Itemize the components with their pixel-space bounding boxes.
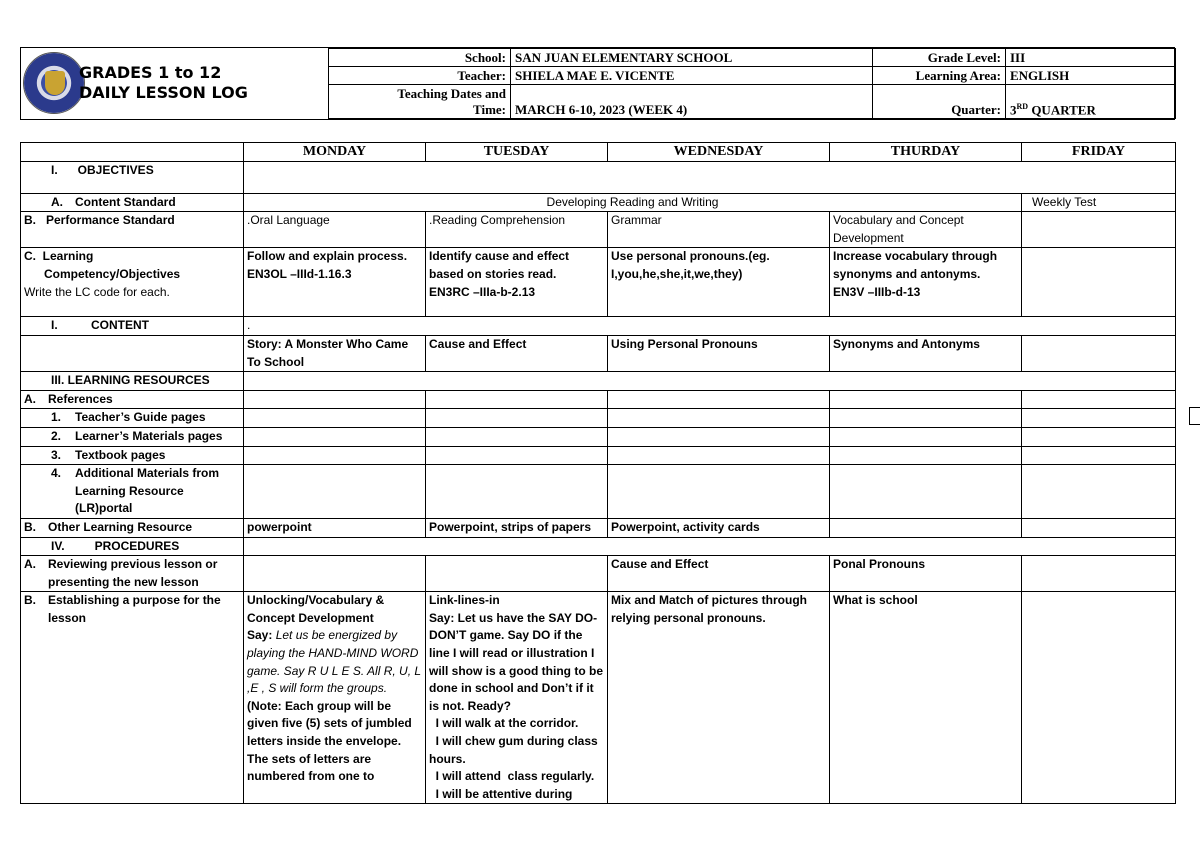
dates-label bbox=[329, 85, 511, 119]
ref-text: Additional Materials from Learning Resource (LR)portal bbox=[75, 466, 220, 516]
title-line-2: DAILY LESSON LOG bbox=[79, 83, 248, 102]
header-info-table bbox=[328, 48, 1176, 119]
ref-number: 4. bbox=[51, 466, 62, 481]
ref-number: 3. bbox=[51, 447, 62, 462]
references-label bbox=[21, 390, 244, 409]
performance-thursday: Vocabulary and Concept Development bbox=[830, 212, 1022, 248]
ref-cell bbox=[1022, 390, 1176, 409]
competency-code: EN3RC –IIIa-b-2.13 bbox=[429, 284, 536, 299]
area-value: ENGLISH bbox=[1006, 67, 1176, 85]
review-wednesday: Cause and Effect bbox=[608, 556, 830, 592]
references-text: References bbox=[48, 391, 113, 406]
competency-text: Use personal pronouns.(eg. I,you,he,she,it,we,they) bbox=[611, 249, 770, 281]
purpose-tuesday-heading: Link-lines-in bbox=[429, 593, 500, 608]
performance-monday: .Oral Language bbox=[244, 212, 426, 248]
title-line-1: GRADES 1 to 12 bbox=[79, 63, 222, 82]
purpose-wednesday: Mix and Match of pictures through relying personal pronouns. bbox=[608, 592, 830, 804]
ref-text: Teacher’s Guide pages bbox=[75, 410, 206, 425]
ref-cell bbox=[1022, 409, 1176, 428]
textbook-pages-label bbox=[21, 446, 244, 465]
purpose-tuesday bbox=[426, 592, 608, 804]
competency-text: Increase vocabulary through synonyms and antonyms. bbox=[833, 249, 998, 281]
purpose-letter: B. bbox=[24, 593, 36, 608]
review-text: Reviewing previous lesson or presenting the new lesson bbox=[48, 557, 218, 589]
day-header-friday: FRIDAY bbox=[1022, 143, 1176, 162]
content-standard-value: Developing Reading and Writing bbox=[244, 193, 1022, 212]
purpose-tuesday-line: I will attend class regularly. bbox=[429, 769, 595, 784]
ref-cell bbox=[830, 446, 1022, 465]
review-thursday: Ponal Pronouns bbox=[830, 556, 1022, 592]
teachers-guide-label bbox=[21, 409, 244, 428]
performance-tuesday: .Reading Comprehension bbox=[426, 212, 608, 248]
purpose-monday-instructions: Let us be energized by playing the HAND-MIND WORD game. Say R U L E S. All R, U, L ,E , S will form the groups. bbox=[247, 628, 421, 696]
purpose-monday-say: Say: bbox=[247, 628, 276, 643]
content-standard-letter: A. bbox=[51, 194, 63, 209]
objectives-heading: I. OBJECTIVES bbox=[21, 161, 244, 193]
dates-value: MARCH 6-10, 2023 (WEEK 4) bbox=[511, 85, 873, 119]
purpose-tuesday-line: I will walk at the corridor. bbox=[429, 716, 579, 731]
quarter-text: QUARTER bbox=[1028, 102, 1096, 117]
competency-text: Identify cause and effect based on stories read. bbox=[429, 249, 570, 281]
references-letter: A. bbox=[24, 391, 36, 406]
competency-label-line3: Write the LC code for each. bbox=[24, 284, 170, 299]
competency-wednesday bbox=[608, 248, 830, 317]
objectives-cell bbox=[244, 161, 1176, 193]
purpose-tuesday-line: I will be attentive during bbox=[429, 786, 573, 801]
area-label: Learning Area: bbox=[873, 67, 1006, 85]
ref-cell bbox=[1022, 465, 1176, 519]
content-monday: Story: A Monster Who Came To School bbox=[244, 335, 426, 371]
quarter-suffix: RD bbox=[1016, 101, 1029, 111]
ref-cell bbox=[1022, 427, 1176, 446]
procedures-cell bbox=[244, 537, 1176, 556]
competency-text: Follow and explain process. bbox=[247, 249, 408, 264]
learners-materials-label bbox=[21, 427, 244, 446]
content-thursday: Synonyms and Antonyms bbox=[830, 335, 1022, 371]
teacher-label: Teacher: bbox=[329, 67, 511, 85]
other-resource-text: Other Learning Resource bbox=[48, 519, 193, 534]
other-resource-friday bbox=[1022, 518, 1176, 537]
header-box bbox=[20, 47, 1175, 120]
ref-cell bbox=[426, 446, 608, 465]
performance-wednesday: Grammar bbox=[608, 212, 830, 248]
other-resource-monday: powerpoint bbox=[244, 518, 426, 537]
ref-cell bbox=[830, 427, 1022, 446]
other-resource-wednesday: Powerpoint, activity cards bbox=[608, 518, 830, 537]
purpose-text: Establishing a purpose for the lesson bbox=[48, 593, 221, 625]
ref-cell bbox=[608, 409, 830, 428]
other-resource-letter: B. bbox=[24, 519, 36, 534]
ref-cell bbox=[608, 427, 830, 446]
teacher-value: SHIELA MAE E. VICENTE bbox=[511, 67, 873, 85]
competency-label-line1: C. Learning bbox=[24, 249, 94, 264]
review-friday bbox=[1022, 556, 1176, 592]
content-tuesday: Cause and Effect bbox=[426, 335, 608, 371]
ref-cell bbox=[608, 390, 830, 409]
learning-resources-heading: III. LEARNING RESOURCES bbox=[21, 372, 244, 391]
performance-friday bbox=[1022, 212, 1176, 248]
dates-label-line2: Time: bbox=[473, 102, 506, 117]
competency-friday bbox=[1022, 248, 1176, 317]
purpose-monday-note: (Note: Each group will be given five (5) sets of jumbled letters inside the envelope. The sets of letters are numbered from one to bbox=[247, 698, 412, 784]
school-label: School: bbox=[329, 49, 511, 67]
competency-label bbox=[21, 248, 244, 317]
purpose-label bbox=[21, 592, 244, 804]
content-wednesday: Using Personal Pronouns bbox=[608, 335, 830, 371]
deped-seal-logo bbox=[23, 52, 85, 114]
additional-materials-label bbox=[21, 465, 244, 519]
ref-cell bbox=[1022, 446, 1176, 465]
ref-cell bbox=[830, 465, 1022, 519]
content-standard-label bbox=[21, 193, 244, 212]
ref-text: Learner’s Materials pages bbox=[75, 428, 223, 443]
ref-cell bbox=[426, 409, 608, 428]
day-header-thursday: THURDAY bbox=[830, 143, 1022, 162]
other-resource-thursday bbox=[830, 518, 1022, 537]
purpose-monday-heading: Unlocking/Vocabulary & Concept Development bbox=[247, 593, 385, 625]
purpose-friday bbox=[1022, 592, 1176, 804]
purpose-thursday: What is school bbox=[830, 592, 1022, 804]
document-title bbox=[79, 63, 248, 103]
content-dot-cell: . bbox=[244, 317, 1176, 336]
ref-cell bbox=[244, 390, 426, 409]
purpose-tuesday-line: I will chew gum during class hours. bbox=[429, 734, 602, 766]
content-heading: I. CONTENT bbox=[21, 317, 244, 336]
page-edge-marker bbox=[1189, 407, 1200, 425]
purpose-monday bbox=[244, 592, 426, 804]
ref-number: 1. bbox=[51, 410, 62, 425]
grade-value: III bbox=[1006, 49, 1176, 67]
ref-cell bbox=[608, 446, 830, 465]
lesson-log-table bbox=[20, 142, 1176, 804]
ref-cell bbox=[244, 465, 426, 519]
competency-code: EN3V –IIIb-d-13 bbox=[833, 284, 921, 299]
review-letter: A. bbox=[24, 557, 36, 572]
purpose-tuesday-instructions: Say: Let us have the SAY DO-DON’T game. Say DO if the line I will read or illustration I will show is a good thing to be done in school and Don’t if it is not. Ready? bbox=[429, 610, 603, 713]
grade-label: Grade Level: bbox=[873, 49, 1006, 67]
competency-tuesday bbox=[426, 248, 608, 317]
ref-cell bbox=[608, 465, 830, 519]
review-tuesday bbox=[426, 556, 608, 592]
dates-label-line1: Teaching Dates and bbox=[397, 86, 506, 101]
quarter-number: 3 bbox=[1010, 102, 1017, 117]
quarter-value bbox=[1006, 85, 1176, 119]
day-header-monday: MONDAY bbox=[244, 143, 426, 162]
content-blank-cell bbox=[21, 335, 244, 371]
ref-cell bbox=[426, 427, 608, 446]
competency-code: EN3OL –IIId-1.16.3 bbox=[247, 266, 352, 281]
competency-thursday bbox=[830, 248, 1022, 317]
other-resource-label bbox=[21, 518, 244, 537]
quarter-label: Quarter: bbox=[873, 85, 1006, 119]
competency-label-line2: Competency/Objectives bbox=[44, 266, 181, 281]
school-value: SAN JUAN ELEMENTARY SCHOOL bbox=[511, 49, 873, 67]
competency-monday bbox=[244, 248, 426, 317]
ref-cell bbox=[244, 446, 426, 465]
ref-cell bbox=[244, 427, 426, 446]
review-label bbox=[21, 556, 244, 592]
performance-standard-label: B. Performance Standard bbox=[21, 212, 244, 248]
content-standard-friday: Weekly Test bbox=[1022, 193, 1176, 212]
ref-cell bbox=[244, 409, 426, 428]
day-header-wednesday: WEDNESDAY bbox=[608, 143, 830, 162]
ref-cell bbox=[830, 409, 1022, 428]
learning-resources-cell bbox=[244, 372, 1176, 391]
ref-text: Textbook pages bbox=[75, 447, 166, 462]
ref-cell bbox=[426, 465, 608, 519]
ref-number: 2. bbox=[51, 428, 62, 443]
corner-cell bbox=[21, 143, 244, 162]
review-monday bbox=[244, 556, 426, 592]
content-friday bbox=[1022, 335, 1176, 371]
ref-cell bbox=[830, 390, 1022, 409]
content-standard-text: Content Standard bbox=[75, 194, 176, 209]
ref-cell bbox=[426, 390, 608, 409]
procedures-heading: IV. PROCEDURES bbox=[21, 537, 244, 556]
day-header-tuesday: TUESDAY bbox=[426, 143, 608, 162]
other-resource-tuesday: Powerpoint, strips of papers bbox=[426, 518, 608, 537]
